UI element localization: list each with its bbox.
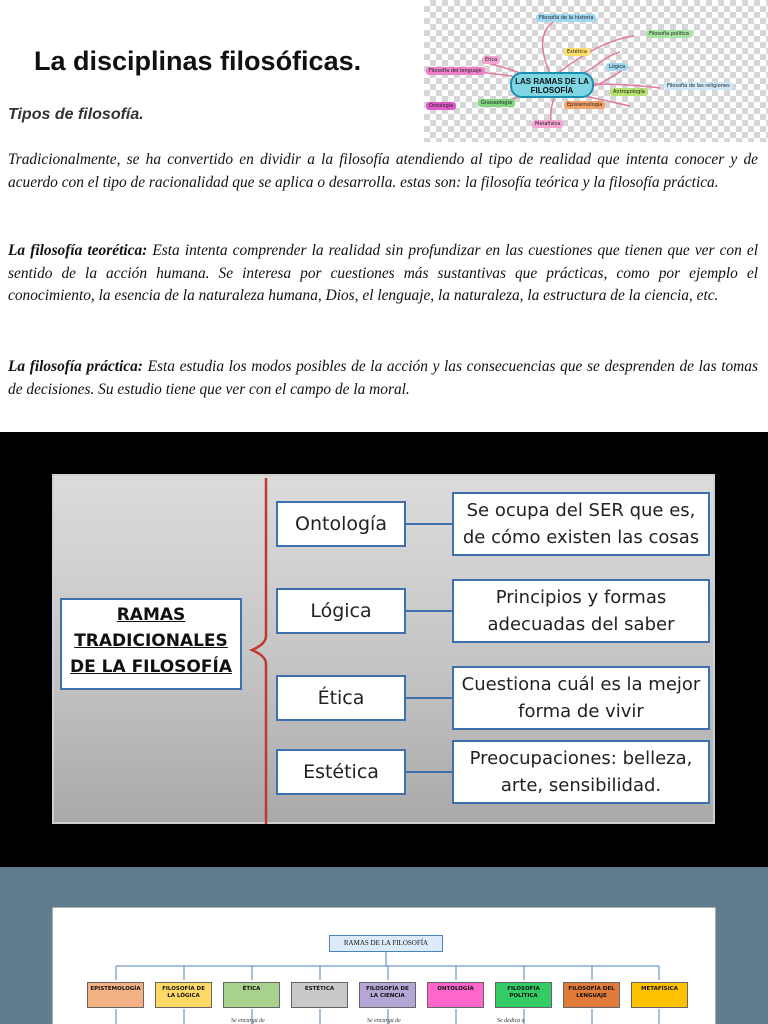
document-section <box>0 0 768 432</box>
paragraph-text: Esta estudia los modos posibles de la acción y las consecuencias que se desprenden de las tomas de decisiones. Su estudio tiene que ver con el campo de la moral. <box>8 358 758 398</box>
tree-node-label: LA CIENCIA <box>370 993 405 999</box>
tree-node-label: EPISTEMOLOGÍA <box>90 986 141 992</box>
desc-line: de cómo existen las cosas <box>462 527 700 548</box>
desc-etica <box>452 666 710 730</box>
tree-node <box>155 982 212 1008</box>
tree-node <box>495 982 552 1008</box>
paragraph-lead: La filosofía teorética: <box>8 242 148 259</box>
tree-node <box>631 982 688 1008</box>
mindmap-node: Antropología <box>610 88 648 96</box>
mindmap-node: Estética <box>564 48 590 56</box>
mindmap-center: LAS RAMAS DE LA FILOSOFÍA <box>510 72 594 98</box>
mindmap-node: Filosofía del lenguaje <box>426 67 485 75</box>
desc-line: Preocupaciones: belleza, <box>469 748 693 769</box>
tree-node <box>223 982 280 1008</box>
tree-node <box>359 982 416 1008</box>
tree-note: Se encarga de <box>231 1018 265 1024</box>
section-subtitle: Tipos de filosofía. <box>8 106 144 123</box>
desc-logica <box>452 579 710 643</box>
ramas-diagram <box>52 474 715 824</box>
tree-node-label: FILOSOFÍA <box>507 986 540 992</box>
tree-node-label: ESTÉTICA <box>304 986 335 992</box>
mindmap-node: Filosofía de las religiones <box>664 82 733 90</box>
mindmap-node: Lógica <box>606 63 628 71</box>
tree-node <box>87 982 144 1008</box>
branch-etica: Ética <box>276 675 406 721</box>
tree-node-label: POLÍTICA <box>509 993 538 999</box>
tree-node <box>563 982 620 1008</box>
paragraph-text: Esta intenta comprender la realidad sin profundizar en las cuestiones que tienen que ver con el sentido de la acción humana. Se interesa por cuestiones más sustantivas que prácticas, como por ejemplo el conocimiento, la esencia de la naturaleza humana, Dios, el lenguaje, la naturaleza, la estructura de la ciencia, etc. <box>8 242 758 304</box>
desc-line: Se ocupa del SER que es, <box>466 500 696 521</box>
tree-node <box>291 982 348 1008</box>
tree-node-label: LA LÓGICA <box>167 993 200 999</box>
ramas-main-line: DE LA FILOSOFÍA <box>70 657 232 677</box>
ramas-tree-diagram <box>52 907 716 1024</box>
ramas-main-line: TRADICIONALES <box>74 631 228 651</box>
desc-line: adecuadas del saber <box>487 614 675 635</box>
mindmap-image <box>424 0 768 142</box>
mindmap-node: Filosofía política <box>646 30 692 38</box>
mindmap-node: Epistemología <box>564 101 605 109</box>
desc-estetica <box>452 740 710 804</box>
branch-ontologia: Ontología <box>276 501 406 547</box>
tree-node-label: METAFÍSICA <box>641 986 678 992</box>
desc-ontologia <box>452 492 710 556</box>
page-title: La disciplinas filosóficas. <box>34 46 362 76</box>
tree-node-label: FILOSOFÍA DEL <box>568 986 615 992</box>
brace-line <box>252 478 266 824</box>
tree-note: Se dedica a <box>497 1018 525 1024</box>
tree-node <box>427 982 484 1008</box>
ramas-main-box <box>60 598 242 690</box>
desc-line: forma de vivir <box>518 701 644 722</box>
desc-line: arte, sensibilidad. <box>500 775 662 796</box>
tree-root-node: RAMAS DE LA FILOSOFÍA <box>329 935 443 952</box>
branch-logica: Lógica <box>276 588 406 634</box>
paragraph-text: Tradicionalmente, se ha convertido en dividir a la filosofía atendiendo al tipo de realidad que intenta conocer y de acuerdo con el tipo de racionalidad que se aplica o desarrolla. estas son: la filosofía teórica y la filosofía práctica. <box>8 151 758 191</box>
tree-node-label: FILOSOFÍA DE <box>366 986 409 992</box>
desc-line: Cuestiona cuál es la mejor <box>461 674 701 695</box>
paragraph-lead: La filosofía práctica: <box>8 358 143 375</box>
paragraph-intro <box>8 149 758 194</box>
tree-node-label: ÉTICA <box>242 986 261 992</box>
mindmap-node: Filosofía de la historia <box>536 14 596 22</box>
desc-line: Principios y formas <box>495 587 667 608</box>
tree-node-label: FILOSOFÍA DE <box>162 986 205 992</box>
tree-node-label: ONTOLOGÍA <box>437 986 474 992</box>
mindmap-node: Metafísica <box>532 120 563 128</box>
mindmap-node: Ética <box>482 56 500 64</box>
mindmap-node: Gnoseología <box>478 99 515 107</box>
tree-node-label: LENGUAJE <box>576 993 607 999</box>
paragraph-practica <box>8 356 758 401</box>
tree-note: Se encarga de <box>367 1018 401 1024</box>
ramas-main-line: RAMAS <box>116 605 186 625</box>
mindmap-node: Ontología <box>426 102 456 110</box>
branch-estetica: Estética <box>276 749 406 795</box>
paragraph-teoretica <box>8 240 758 308</box>
